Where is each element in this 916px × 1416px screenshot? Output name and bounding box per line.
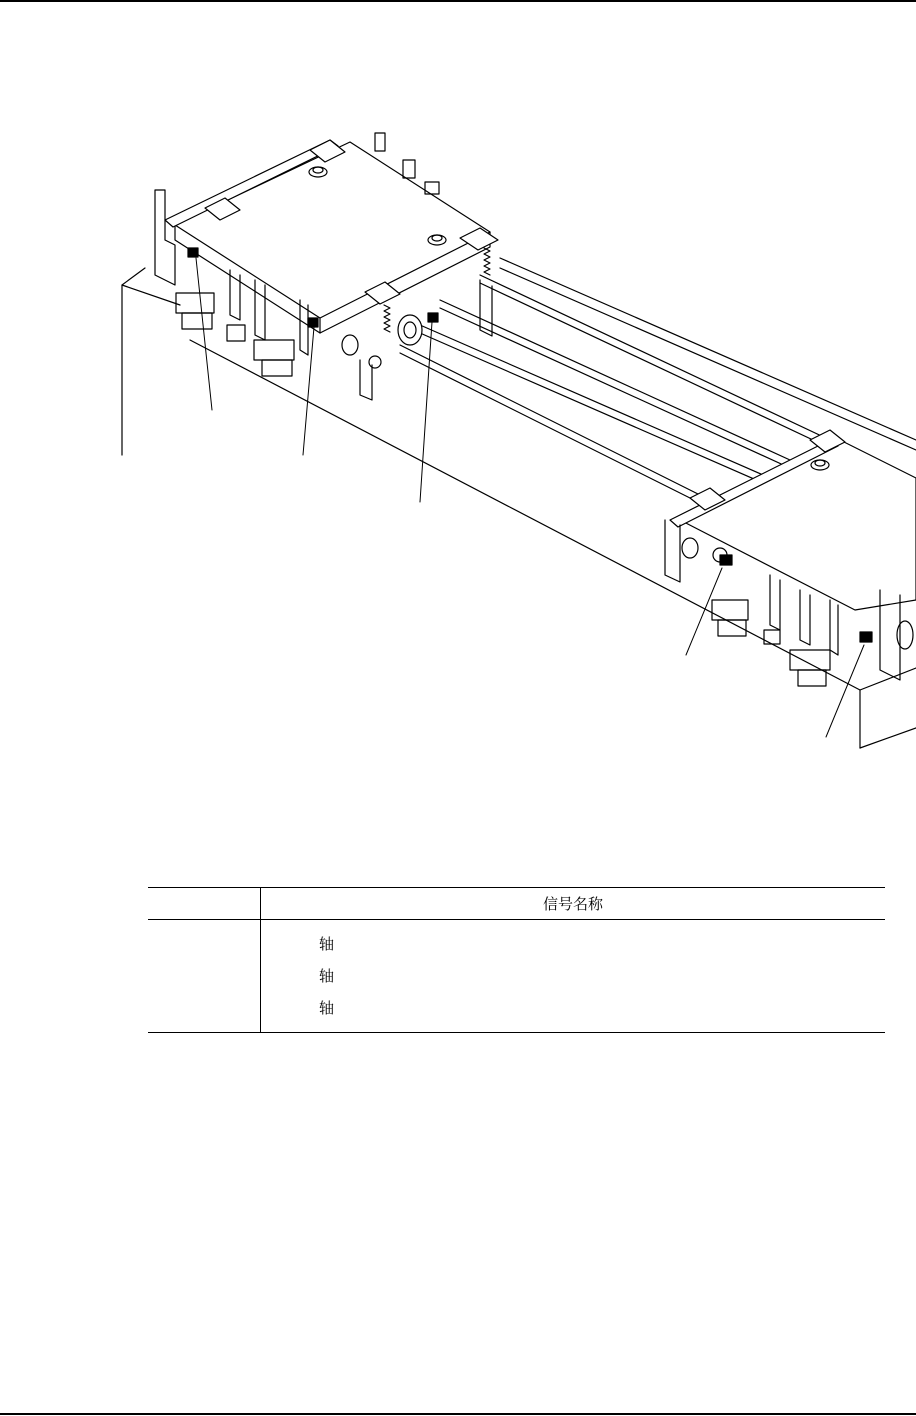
top-rule — [0, 0, 916, 2]
bottom-rule — [0, 1413, 916, 1415]
right-carriage — [665, 430, 916, 686]
signal-name: 轴 — [319, 967, 335, 985]
table-header-row — [148, 888, 885, 920]
header-signal-name: 信号名称 — [261, 888, 886, 920]
table-row — [148, 920, 885, 1033]
signal-name: 轴 — [319, 935, 335, 953]
signal-table — [148, 887, 885, 1033]
mechanism-illustration — [0, 110, 916, 750]
signal-name: 轴 — [319, 999, 335, 1017]
table-cell-id — [148, 920, 261, 1033]
table-cell-signals — [261, 920, 886, 1033]
header-col-1 — [148, 888, 261, 920]
